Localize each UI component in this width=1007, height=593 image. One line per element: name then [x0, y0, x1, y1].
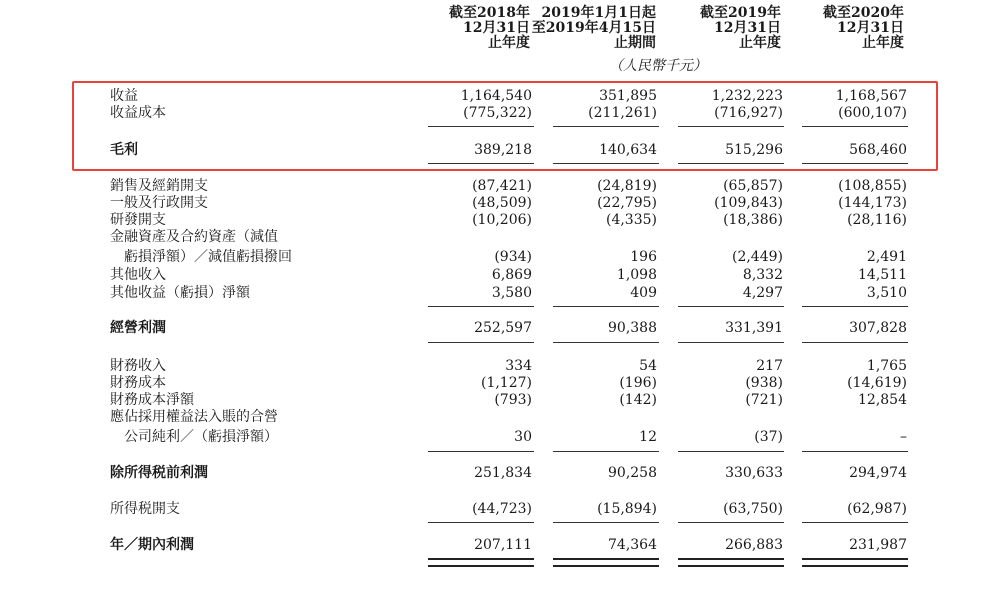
- subtotal-rule: [802, 342, 908, 343]
- cell-value: (934): [494, 249, 532, 265]
- cell-value: 217: [756, 358, 783, 374]
- subtotal-rule: [553, 451, 659, 452]
- cell-value: (108,855): [838, 178, 907, 194]
- header-line: 截至2018年: [449, 5, 530, 21]
- cell-value: 2,491: [866, 249, 907, 265]
- cell-value: (10,206): [472, 212, 532, 228]
- cell-value: (716,927): [714, 105, 783, 121]
- cell-value: (14,619): [847, 375, 907, 391]
- cell-value: 307,828: [849, 320, 907, 336]
- header-line: 止年度: [488, 35, 530, 51]
- header-col-2019-period: [532, 6, 656, 51]
- subtotal-rule: [678, 342, 784, 343]
- row-label: 收益: [110, 88, 138, 104]
- subtotal-rule: [678, 126, 784, 127]
- header-line: 截至2020年: [823, 5, 904, 21]
- subtotal-rule: [428, 342, 534, 343]
- cell-value: (63,750): [723, 501, 783, 517]
- cell-value: (2,449): [731, 249, 783, 265]
- cell-value: 252,597: [474, 320, 532, 336]
- cell-value: (109,843): [714, 195, 783, 211]
- subtotal-rule: [802, 522, 908, 523]
- row-label: 經營利潤: [110, 320, 166, 336]
- cell-value: 8,332: [742, 267, 783, 283]
- cell-value: 351,895: [599, 88, 657, 104]
- cell-value: 90,388: [608, 320, 657, 336]
- cell-value: 12,854: [858, 392, 907, 408]
- subtotal-rule: [802, 126, 908, 127]
- row-label: 公司純利／（虧損淨額）: [124, 429, 278, 445]
- row-label: 財務收入: [110, 358, 166, 374]
- cell-value: (18,386): [723, 212, 783, 228]
- cell-value: 140,634: [599, 142, 657, 158]
- subtotal-rule: [802, 451, 908, 452]
- total-double-rule: [678, 558, 784, 567]
- cell-value: (938): [745, 375, 783, 391]
- header-line: 截至2019年: [700, 5, 781, 21]
- cell-value: 568,460: [849, 142, 907, 158]
- header-col-2018: [449, 6, 530, 51]
- cell-value: (48,509): [472, 195, 532, 211]
- cell-value: (142): [619, 392, 657, 408]
- subtotal-rule: [678, 522, 784, 523]
- cell-value: (22,795): [597, 195, 657, 211]
- cell-value: (44,723): [472, 501, 532, 517]
- row-label: 其他收入: [110, 267, 166, 283]
- cell-value: (62,987): [847, 501, 907, 517]
- cell-value: (600,107): [838, 105, 907, 121]
- subtotal-rule: [553, 126, 659, 127]
- cell-value: 196: [630, 249, 657, 265]
- row-label: 除所得税前利潤: [110, 465, 208, 481]
- cell-value: 54: [639, 358, 657, 374]
- row-label: 研發開支: [110, 212, 166, 228]
- cell-value: (24,819): [597, 178, 657, 194]
- cell-value: 12: [639, 429, 657, 445]
- cell-value: (793): [494, 392, 532, 408]
- subtotal-rule: [802, 163, 908, 164]
- header-line: 12月31日: [837, 20, 904, 36]
- header-line: 2019年1月1日起: [541, 5, 656, 21]
- total-double-rule: [428, 558, 534, 567]
- cell-value: 30: [514, 429, 532, 445]
- subtotal-rule: [553, 522, 659, 523]
- cell-value: 14,511: [858, 267, 907, 283]
- header-col-2019: [700, 6, 781, 51]
- subtotal-rule: [428, 126, 534, 127]
- row-label: 年／期內利潤: [110, 537, 194, 553]
- cell-value: 3,510: [866, 285, 907, 301]
- subtotal-rule: [678, 306, 784, 307]
- cell-value: (28,116): [847, 212, 907, 228]
- subtotal-rule: [428, 163, 534, 164]
- subtotal-rule: [428, 306, 534, 307]
- cell-value: 231,987: [849, 537, 907, 553]
- cell-value: (775,322): [463, 105, 532, 121]
- cell-value: –: [900, 429, 907, 445]
- header-line: 至2019年4月15日: [531, 20, 656, 36]
- row-label: 其他收益（虧損）淨額: [110, 285, 250, 301]
- header-col-2020: [823, 6, 904, 51]
- cell-value: (4,335): [605, 212, 657, 228]
- subtotal-rule: [802, 306, 908, 307]
- row-label: 應佔採用權益法入賬的合營: [110, 409, 278, 425]
- cell-value: 1,168,567: [835, 88, 907, 104]
- header-line: 止期間: [614, 35, 656, 51]
- cell-value: 6,869: [491, 267, 532, 283]
- header-line: 止年度: [862, 35, 904, 51]
- cell-value: 90,258: [608, 465, 657, 481]
- cell-value: 3,580: [491, 285, 532, 301]
- cell-value: (65,857): [723, 178, 783, 194]
- cell-value: (144,173): [838, 195, 907, 211]
- cell-value: 331,391: [725, 320, 783, 336]
- cell-value: 207,111: [474, 537, 532, 553]
- cell-value: (1,127): [480, 375, 532, 391]
- cell-value: 334: [505, 358, 532, 374]
- subtotal-rule: [678, 451, 784, 452]
- cell-value: 74,364: [608, 537, 657, 553]
- cell-value: 266,883: [725, 537, 783, 553]
- subtotal-rule: [678, 163, 784, 164]
- cell-value: 1,164,540: [460, 88, 532, 104]
- cell-value: (196): [619, 375, 657, 391]
- row-label: 所得税開支: [110, 501, 180, 517]
- cell-value: 4,297: [742, 285, 783, 301]
- header-line: 12月31日: [714, 20, 781, 36]
- cell-value: (721): [745, 392, 783, 408]
- row-label: 收益成本: [110, 105, 166, 121]
- row-label: 毛利: [110, 142, 138, 158]
- cell-value: (15,894): [597, 501, 657, 517]
- header-line: 12月31日: [463, 20, 530, 36]
- cell-value: 1,098: [616, 267, 657, 283]
- row-label: 銷售及經銷開支: [110, 178, 208, 194]
- cell-value: 1,232,223: [711, 88, 783, 104]
- row-label: 財務成本: [110, 375, 166, 391]
- total-double-rule: [553, 558, 659, 567]
- subtotal-rule: [553, 163, 659, 164]
- subtotal-rule: [428, 451, 534, 452]
- subtotal-rule: [553, 342, 659, 343]
- cell-value: (37): [754, 429, 783, 445]
- header-line: 止年度: [739, 35, 781, 51]
- cell-value: 389,218: [474, 142, 532, 158]
- cell-value: 409: [630, 285, 657, 301]
- row-label: 一般及行政開支: [110, 195, 208, 211]
- subtotal-rule: [553, 306, 659, 307]
- cell-value: 251,834: [474, 465, 532, 481]
- row-label: 金融資產及合約資產（減值: [110, 229, 278, 245]
- cell-value: (87,421): [472, 178, 532, 194]
- row-label: 虧損淨額）／減值虧損撥回: [124, 249, 292, 265]
- cell-value: 515,296: [725, 142, 783, 158]
- cell-value: 1,765: [866, 358, 907, 374]
- cell-value: 294,974: [849, 465, 907, 481]
- subtotal-rule: [428, 522, 534, 523]
- cell-value: (211,261): [588, 105, 657, 121]
- total-double-rule: [802, 558, 908, 567]
- cell-value: 330,633: [725, 465, 783, 481]
- row-label: 財務成本淨額: [110, 392, 194, 408]
- unit-label: （人民幣千元）: [609, 58, 707, 74]
